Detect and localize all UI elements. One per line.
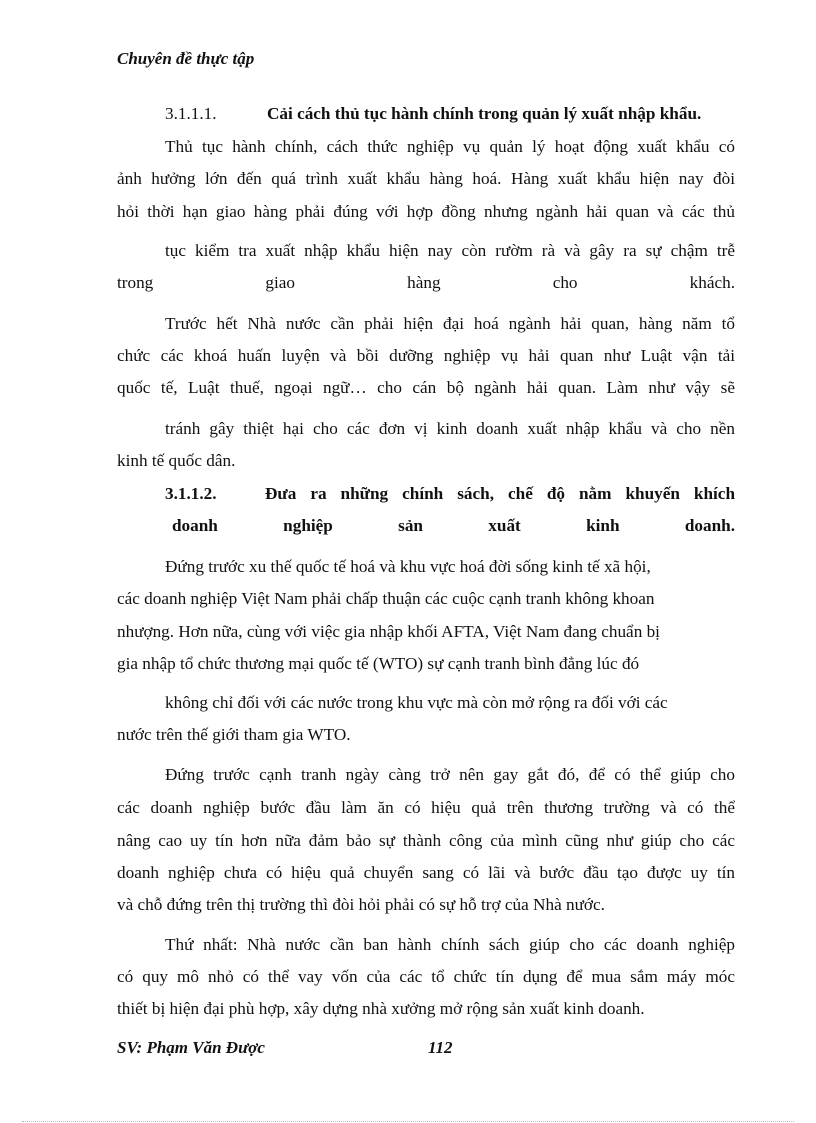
footer-student-name: SV: Phạm Văn Được [117, 1038, 265, 1057]
paragraph-line: Trước hết Nhà nước cần phải hiện đại hoá ngành hải quan, hàng năm tổ [165, 314, 735, 333]
paragraph-line: các doanh nghiệp bước đầu làm ăn có hiệu quả trên thương trường và có thể [117, 798, 735, 817]
paragraph-line: Đứng trước cạnh tranh ngày càng trở nên gay gắt đó, để có thể giúp cho [165, 765, 735, 784]
paragraph-line: thiết bị hiện đại phù hợp, xây dựng nhà xưởng mở rộng sản xuất kinh doanh. [117, 999, 645, 1018]
page-bottom-divider [22, 1121, 794, 1122]
paragraph-line: kinh tế quốc dân. [117, 451, 236, 470]
paragraph-line: có quy mô nhỏ có thể vay vốn của các tổ chức tín dụng để mua sắm máy móc [117, 967, 735, 986]
page-number: 112 [428, 1038, 453, 1057]
section-title-2-line1: Đưa ra những chính sách, chế độ nằm khuyến khích [265, 484, 735, 503]
paragraph-line: không chỉ đối với các nước trong khu vực mà còn mở rộng ra đối với các [165, 693, 668, 712]
paragraph-line: các doanh nghiệp Việt Nam phải chấp thuận các cuộc cạnh tranh không khoan [117, 589, 655, 608]
section-number-1: 3.1.1.1. [165, 104, 217, 123]
header-title: Chuyên đề thực tập [117, 49, 255, 68]
section-heading-2 [165, 483, 735, 505]
paragraph-line: ảnh hưởng lớn đến quá trình xuất khẩu hàng hoá. Hàng xuất khẩu hiện nay đòi [117, 169, 735, 188]
section-title-2-line2: doanh nghiệp sản xuất kinh doanh. [172, 516, 735, 535]
section-title-1: Cải cách thủ tục hành chính trong quản lý xuất nhập khẩu. [267, 104, 702, 123]
paragraph-line: chức các khoá huấn luyện và bồi dưỡng nghiệp vụ hải quan như Luật vận tải [117, 346, 735, 365]
paragraph-line: Đứng trước xu thế quốc tế hoá và khu vực hoá đời sống kinh tế xã hội, [165, 557, 651, 576]
paragraph-line: và chỗ đứng trên thị trường thì đòi hỏi phải có sự hỗ trợ của Nhà nước. [117, 895, 605, 914]
paragraph-line: nâng cao uy tín hơn nữa đảm bảo sự thành công của mình cũng như giúp cho các [117, 831, 735, 850]
paragraph-line: nhượng. Hơn nữa, cùng với việc gia nhập khối AFTA, Việt Nam đang chuẩn bị [117, 622, 660, 641]
paragraph-line: Thứ nhất: Nhà nước cần ban hành chính sách giúp cho các doanh nghiệp [165, 935, 735, 954]
paragraph-line: hỏi thời hạn giao hàng phải đúng với hợp đồng nhưng ngành hải quan và các thủ [117, 202, 735, 221]
paragraph-line: tránh gây thiệt hại cho các đơn vị kinh doanh xuất nhập khẩu và cho nền [165, 419, 735, 438]
paragraph-line: trong giao hàng cho khách. [117, 273, 735, 292]
paragraph-line: Thủ tục hành chính, cách thức nghiệp vụ quản lý hoạt động xuất khẩu có [165, 137, 735, 156]
paragraph-line: tục kiểm tra xuất nhập khẩu hiện nay còn rườm rà và gây ra sự chậm trễ [165, 241, 735, 260]
paragraph-line: gia nhập tổ chức thương mại quốc tế (WTO) sự cạnh tranh bình đẳng lúc đó [117, 654, 640, 673]
paragraph-line: nước trên thế giới tham gia WTO. [117, 725, 351, 744]
section-number-2: 3.1.1.2. [165, 484, 217, 503]
paragraph-line: doanh nghiệp chưa có hiệu quả chuyển sang có lãi và bước đầu tạo được uy tín [117, 863, 735, 882]
section-heading-1 [165, 103, 735, 125]
paragraph-line: quốc tế, Luật thuế, ngoại ngữ… cho cán bộ ngành hải quan. Làm như vậy sẽ [117, 378, 735, 397]
